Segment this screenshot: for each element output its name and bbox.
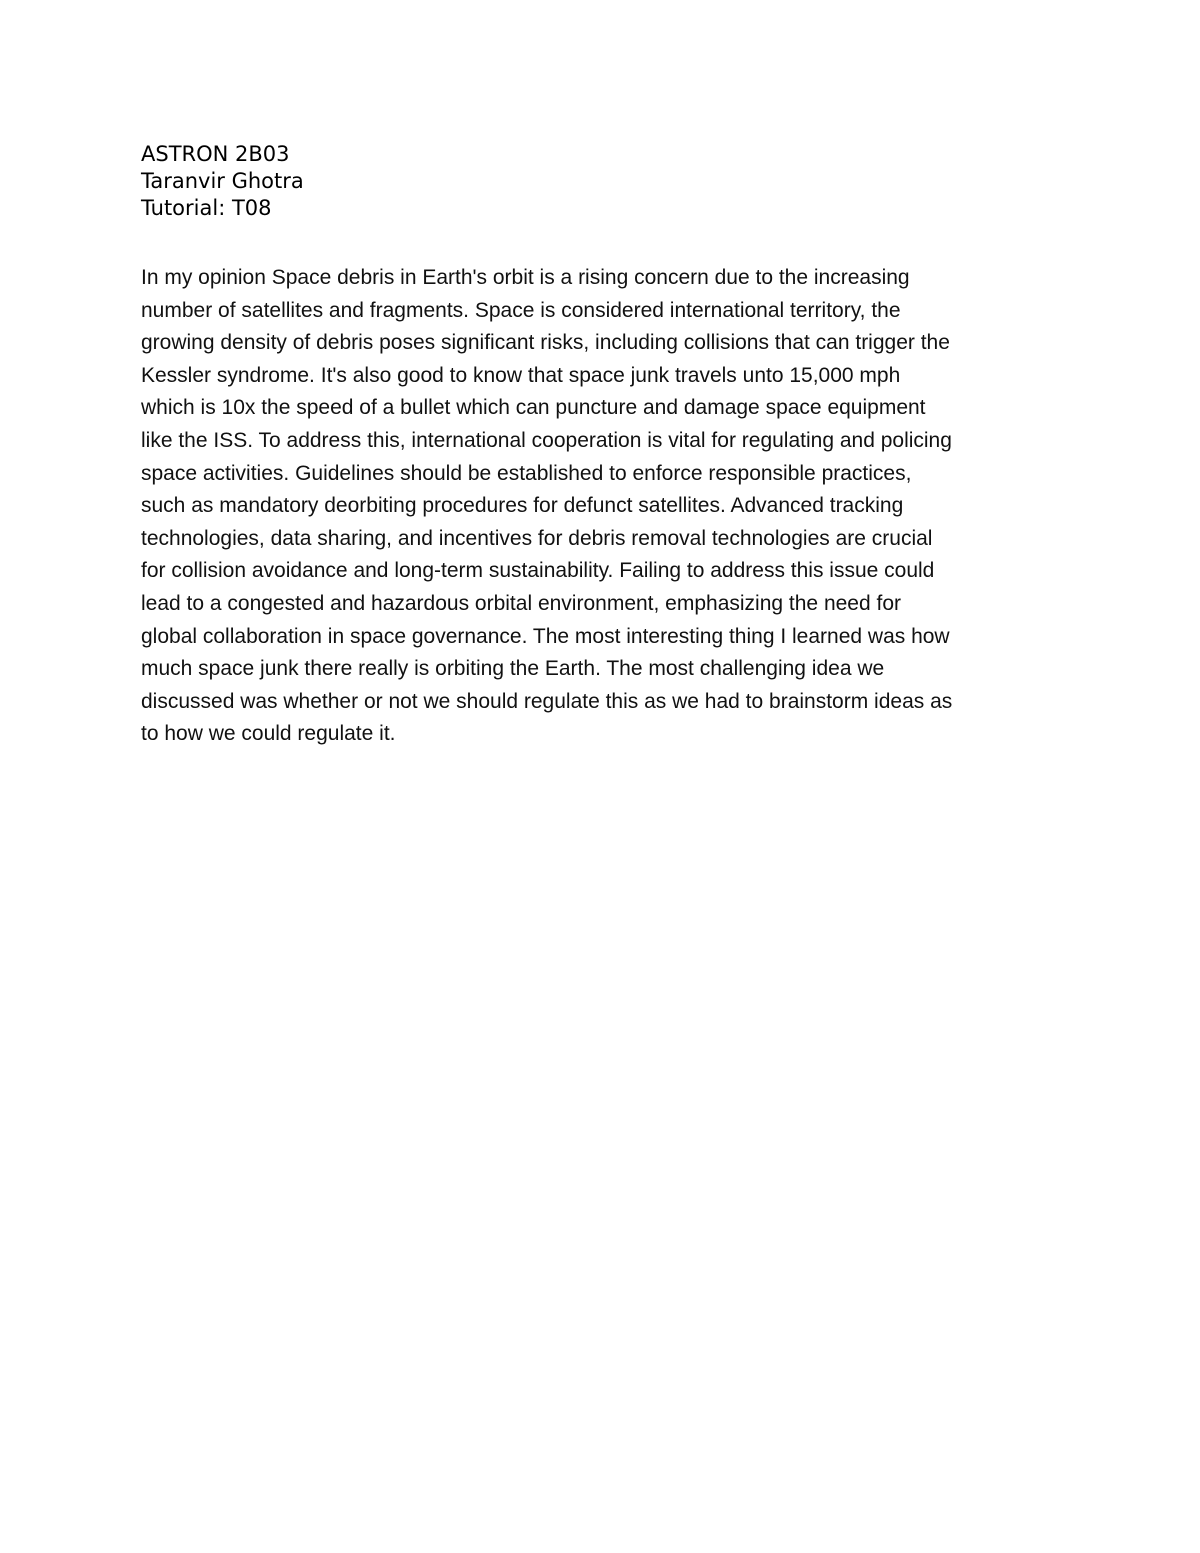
paragraph-line: Kessler syndrome. It's also good to know that space junk travels unto 15,000 mph — [141, 363, 901, 387]
paragraph-line: which is 10x the speed of a bullet which can puncture and damage space equipment — [141, 396, 926, 420]
paragraph-line: global collaboration in space governance. The most interesting thing I learned was how — [141, 624, 950, 648]
tutorial-section: Tutorial: T08 — [141, 196, 272, 220]
paragraph-line: space activities. Guidelines should be established to enforce responsible practices, — [141, 461, 912, 485]
paragraph-line: much space junk there really is orbiting the Earth. The most challenging idea we — [141, 657, 885, 681]
paragraph-line: technologies, data sharing, and incentives for debris removal technologies are crucial — [141, 526, 933, 550]
paragraph-line: such as mandatory deorbiting procedures for defunct satellites. Advanced tracking — [141, 494, 904, 518]
paragraph-line: lead to a congested and hazardous orbital environment, emphasizing the need for — [141, 591, 901, 615]
paragraph-line: number of satellites and fragments. Space is considered international territory, the — [141, 298, 901, 322]
body-paragraph — [141, 262, 1071, 751]
paragraph-line: discussed was whether or not we should regulate this as we had to brainstorm ideas as — [141, 689, 953, 713]
document-header — [141, 141, 841, 222]
paragraph-line: like the ISS. To address this, international cooperation is vital for regulating and policing — [141, 428, 952, 452]
paragraph-line: to how we could regulate it. — [141, 722, 396, 746]
paragraph-line: In my opinion Space debris in Earth's orbit is a rising concern due to the increasing — [141, 266, 910, 289]
author-name: Taranvir Ghotra — [141, 169, 304, 193]
paragraph-line: for collision avoidance and long-term sustainability. Failing to address this issue could — [141, 559, 935, 583]
paragraph-line: growing density of debris poses significant risks, including collisions that can trigger the — [141, 331, 950, 355]
course-code: ASTRON 2B03 — [141, 142, 290, 166]
